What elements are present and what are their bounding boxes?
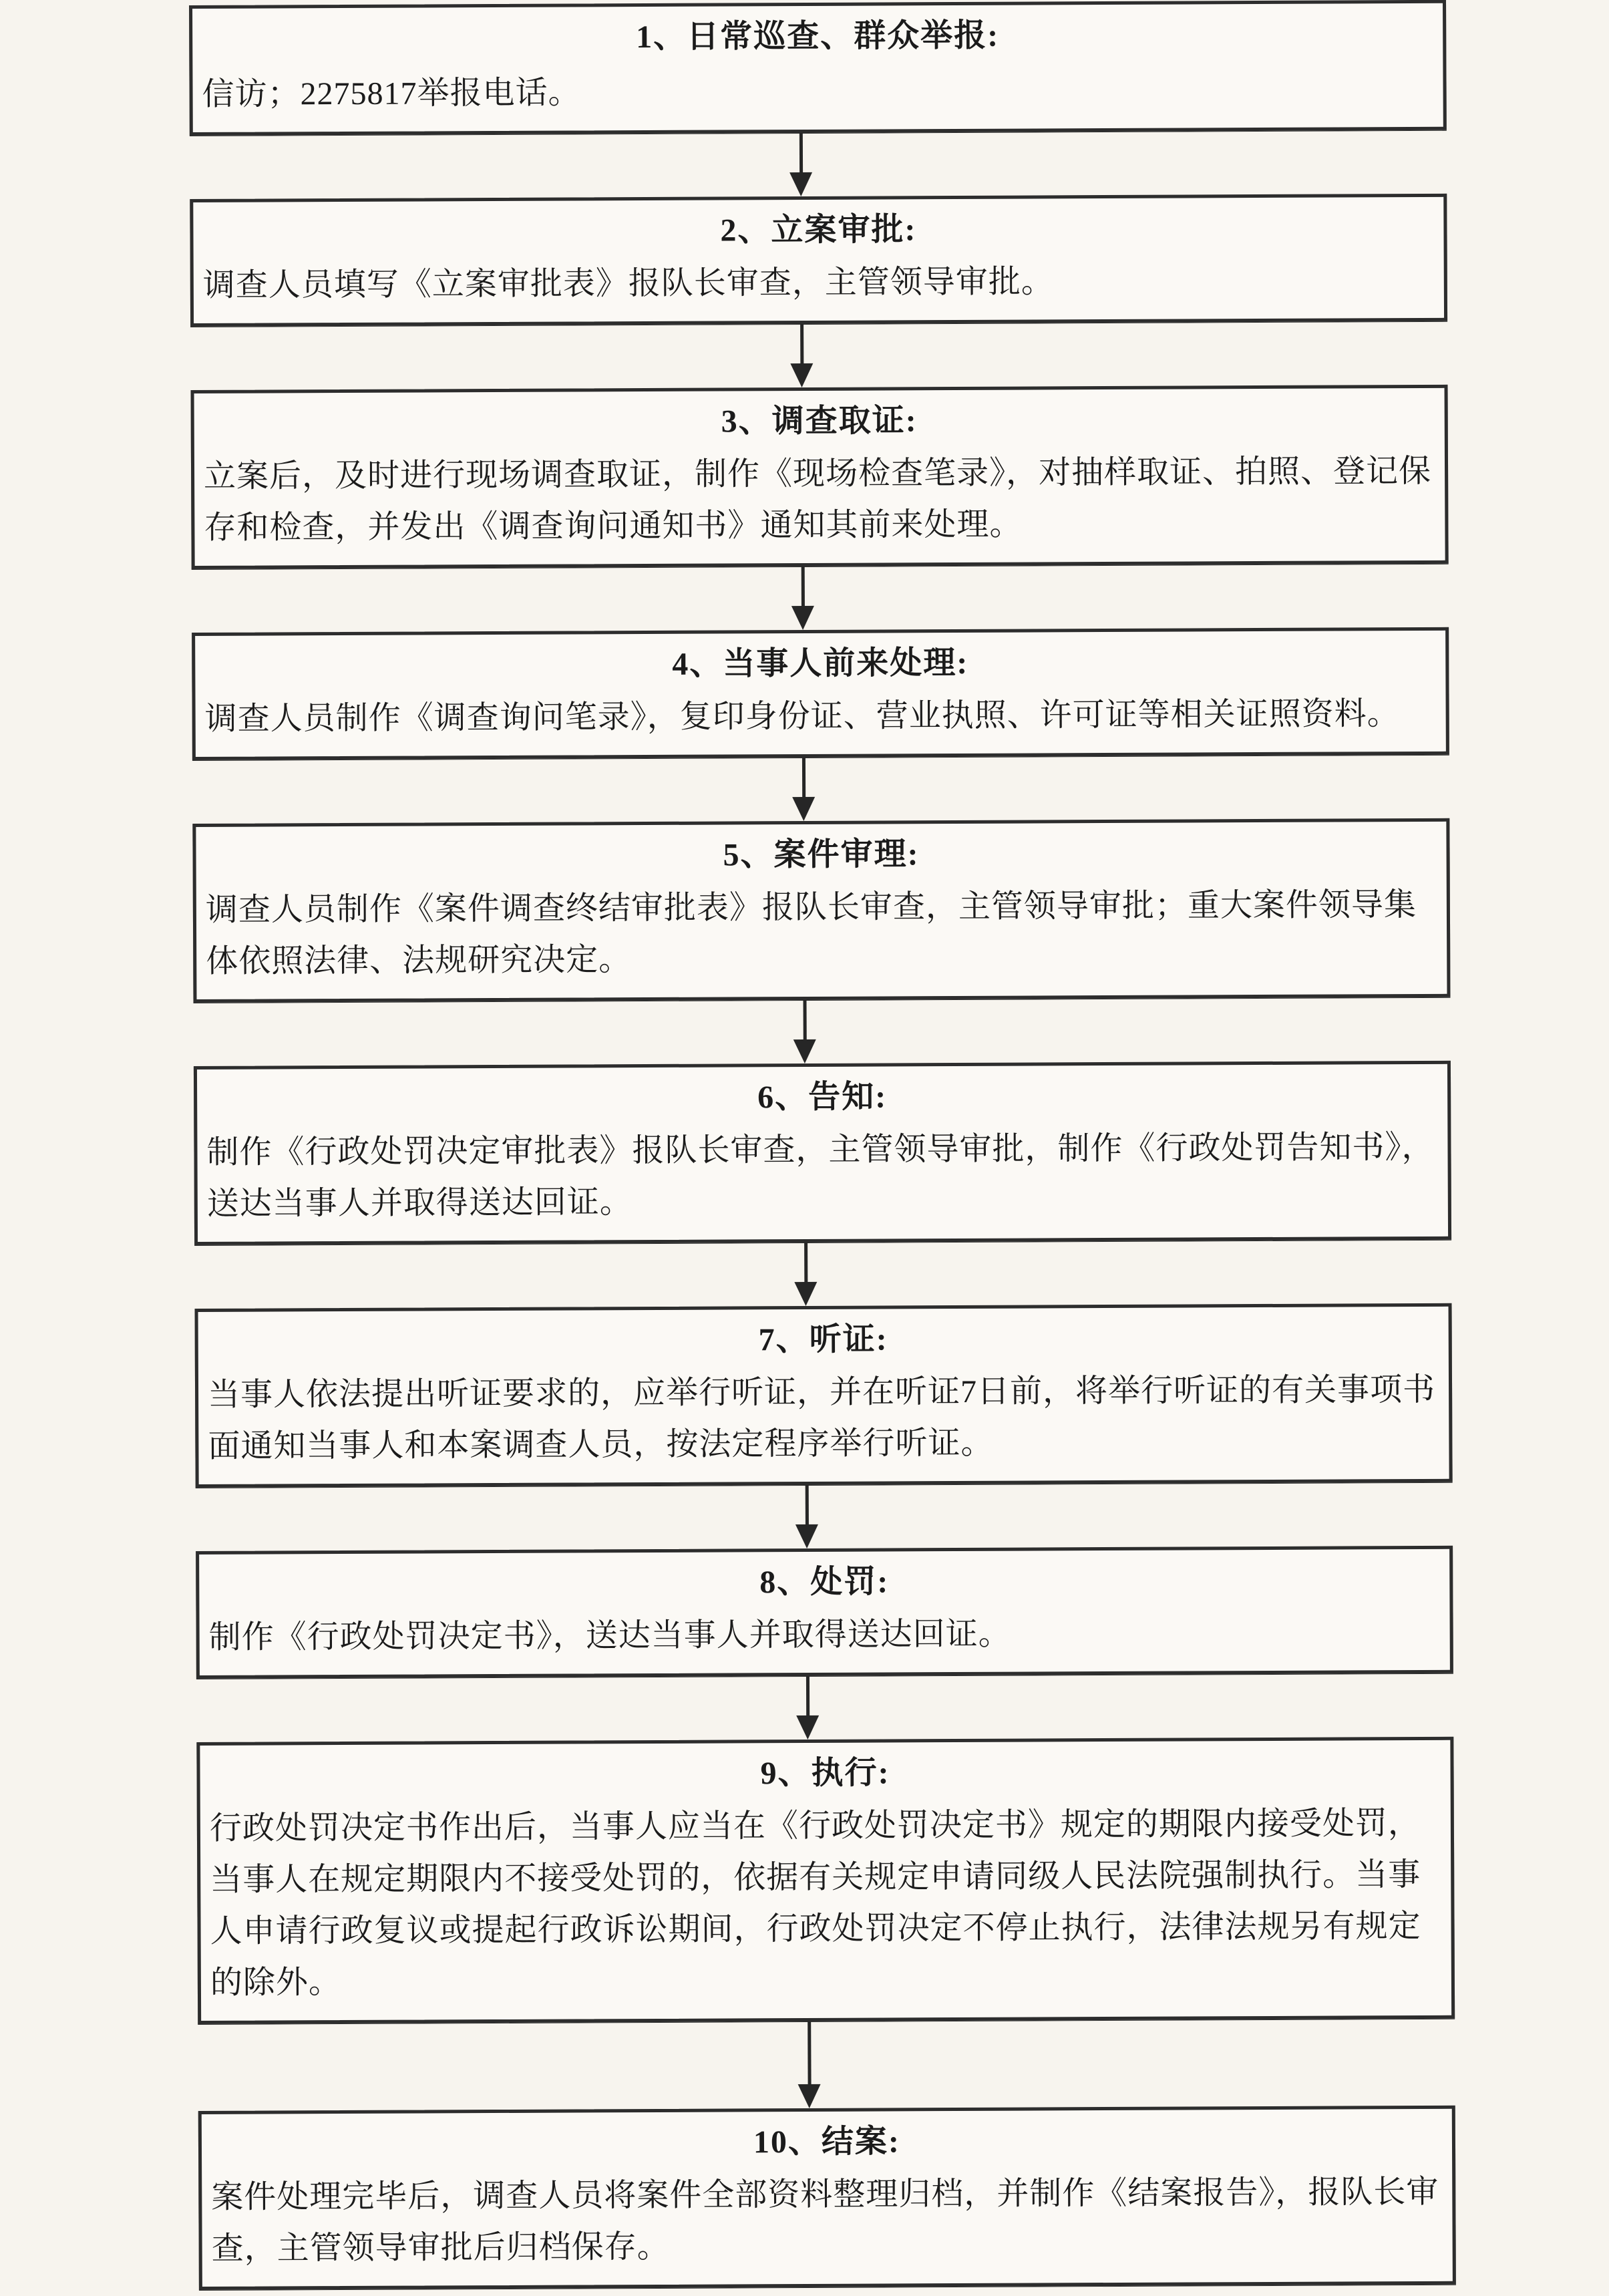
arrow-line	[805, 1485, 808, 1526]
step-box-8	[196, 1546, 1453, 1679]
step-2-body: 调查人员填写《立案审批表》报队长审查，主管领导审批。	[202, 264, 1054, 303]
step-4-title: 4、当事人前来处理:	[672, 645, 969, 682]
step-1-title: 1、日常巡查、群众举报:	[636, 17, 1000, 55]
arrow-down-icon	[175, 755, 1432, 824]
step-10-title: 10、结案:	[753, 2124, 901, 2160]
arrow-line	[799, 133, 802, 174]
arrow-head	[798, 2084, 821, 2108]
step-3-title: 3、调查取证:	[721, 403, 918, 440]
step-7-body: 当事人依法提出听证要求的，应举行听证，并在听证7日前，将举行听证的有关事项书面通知当事人和本案调查人员，按法定程序举行听证。	[207, 1371, 1436, 1464]
arrow-head	[796, 1715, 819, 1740]
arrow-down-icon	[176, 997, 1433, 1066]
arrow-head	[794, 1282, 817, 1306]
step-box-3	[191, 385, 1449, 569]
arrow-head	[790, 363, 813, 387]
step-9-title: 9、执行:	[760, 1755, 890, 1792]
step-5-title: 5、案件审理:	[723, 836, 920, 873]
arrow-line	[801, 566, 804, 607]
arrow-line	[800, 324, 803, 365]
step-box-7	[195, 1303, 1453, 1488]
step-9-body: 行政处罚决定书作出后，当事人应当在《行政处罚决定书》规定的期限内接受处罚，当事人在规定期限内不接受处罚的，依据有关规定申请同级人民法院强制执行。当事人申请行政复议或提起行政诉讼期间，行政处罚决定不停止执行，法律法规另有规定的除外。	[209, 1805, 1421, 2001]
arrow-head	[791, 606, 814, 630]
arrow-down-icon	[172, 130, 1429, 199]
step-3-body: 立案后，及时进行现场调查取证，制作《现场检查笔录》，对抽样取证、拍照、登记保存和检查，并发出《调查询问通知书》通知其前来处理。	[203, 453, 1432, 546]
step-6-body: 制作《行政处罚决定审批表》报队长审查，主管领导审批，制作《行政处罚告知书》，送达当事人并取得送达回证。	[206, 1129, 1435, 1222]
step-4-body: 调查人员制作《调查询问笔录》，复印身份证、营业执照、许可证等相关证照资料。	[204, 696, 1400, 737]
step-box-10	[198, 2106, 1456, 2290]
step-2-title: 2、立案审批:	[720, 212, 917, 249]
arrow-line	[806, 1676, 809, 1717]
arrow-head	[795, 1524, 818, 1548]
step-box-6	[194, 1061, 1451, 1245]
step-box-2	[190, 194, 1447, 327]
arrow-line	[808, 2021, 811, 2086]
step-7-title: 7、听证:	[758, 1321, 888, 1358]
arrow-down-icon	[180, 2019, 1438, 2111]
arrow-down-icon	[174, 564, 1431, 633]
arrow-down-icon	[173, 321, 1430, 390]
arrow-down-icon	[178, 1482, 1435, 1551]
step-6-title: 6、告知:	[757, 1079, 888, 1116]
step-8-title: 8、处罚:	[759, 1564, 890, 1601]
flowchart-container	[189, 0, 1456, 2290]
step-box-4	[192, 627, 1449, 760]
arrow-head	[789, 172, 812, 196]
arrow-head	[792, 797, 815, 821]
arrow-down-icon	[179, 1673, 1436, 1742]
arrow-down-icon	[177, 1240, 1434, 1309]
arrow-line	[803, 1000, 806, 1041]
step-10-body: 案件处理完毕后，调查人员将案件全部资料整理归档，并制作《结案报告》，报队长审查，主管领导审批后归档保存。	[211, 2174, 1439, 2267]
step-8-body: 制作《行政处罚决定书》，送达当事人并取得送达回证。	[208, 1616, 1011, 1655]
step-box-5	[192, 818, 1450, 1003]
step-5-body: 调查人员制作《案件调查终结审批表》报队长审查，主管领导审批；重大案件领导集体依照法律、法规研究决定。	[205, 886, 1417, 979]
arrow-line	[804, 1243, 808, 1283]
arrow-line	[801, 758, 805, 798]
step-1-body: 信访；2275817举报电话。	[202, 75, 581, 112]
arrow-head	[793, 1039, 816, 1063]
step-box-9	[196, 1737, 1455, 2024]
step-box-1	[189, 0, 1447, 136]
